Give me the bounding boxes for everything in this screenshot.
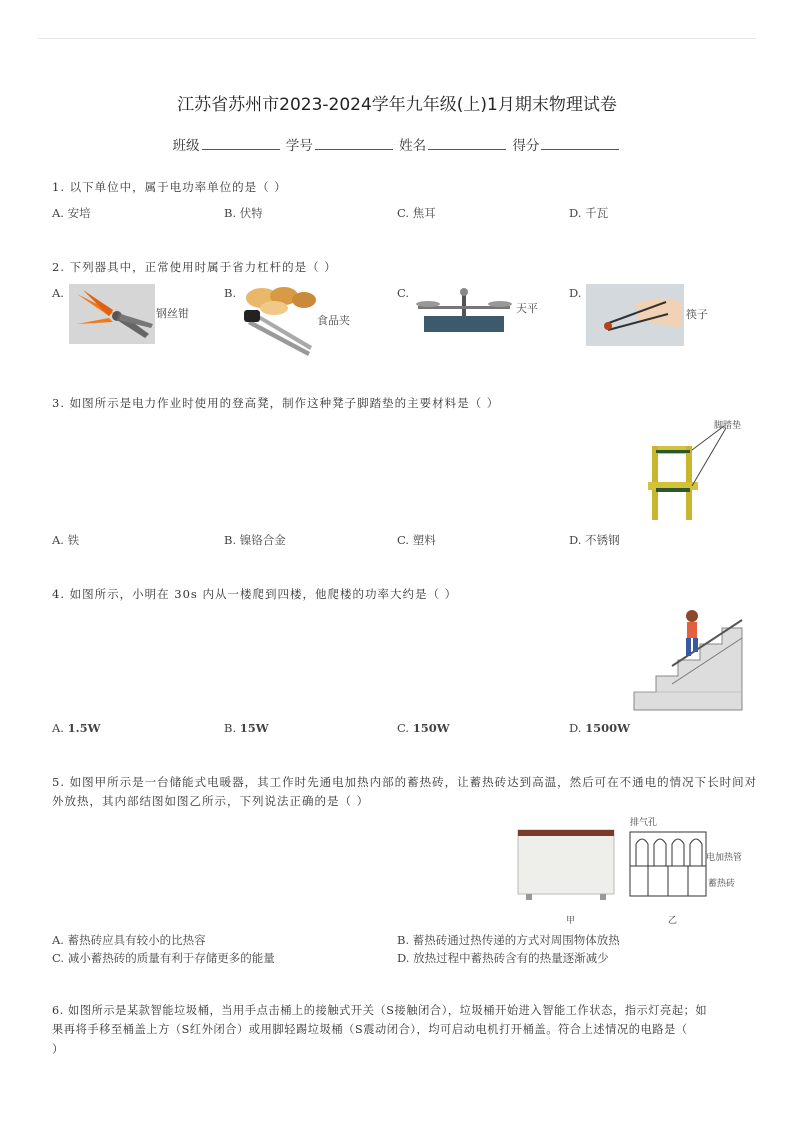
q4-option-b[interactable] [224, 721, 269, 735]
q5-stem-line1: 5. 如图甲所示是一台储能式电暖器，其工作时先通电加热内部的蓄热砖，让蓄热砖达到高温，然后可在不通电的情况下长时间对 [52, 775, 758, 789]
q6-stem-line1: 6. 如图所示是某款智能垃圾桶，当用手点击桶上的接触式开关（S接触闭合），垃圾桶开始进入智能工作状态，指示灯亮起；如 [52, 1004, 708, 1017]
q3-option-a[interactable]: A. 铁 [52, 533, 80, 547]
name-blank[interactable] [428, 135, 506, 150]
score-blank[interactable] [541, 135, 619, 150]
heater-image [516, 826, 616, 902]
q2-caption-c: 天平 [516, 302, 538, 315]
q5-option-b[interactable]: B. 蓄热砖通过热传递的方式对周围物体放热 [397, 933, 620, 947]
q1-option-d[interactable]: D. 千瓦 [569, 206, 609, 220]
student-info-line [0, 134, 794, 154]
q1-stem: 1. 以下单位中，属于电功率单位的是（ ） [52, 180, 287, 194]
exam-title: 江苏省苏州市2023-2024学年九年级(上)1月期末物理试卷 [177, 95, 617, 115]
q4-option-a-letter: A. [52, 721, 64, 735]
q5-stem-line2: 外放热，其内部结图如图乙所示，下列说法正确的是（ ） [52, 794, 370, 808]
q3-figure-label: 脚踏垫 [714, 421, 742, 431]
q4-option-d-letter: D. [569, 721, 582, 735]
class-label: 班级 [172, 138, 200, 154]
q6-stem-line2: 果再将手移至桶盖上方（S红外闭合）或用脚轻踢垃圾桶（S震动闭合），均可启动电机打开桶盖。符合上述情况的电路是（ [52, 1023, 688, 1036]
q4-stem: 4. 如图所示，小明在 30s 内从一楼爬到四楼，他爬楼的功率大约是（ ） [52, 587, 458, 601]
pliers-image [69, 284, 155, 344]
q5-option-c[interactable]: C. 减小蓄热砖的质量有利于存储更多的能量 [52, 951, 275, 965]
q2-option-d[interactable]: D. [569, 286, 582, 300]
id-label: 学号 [285, 138, 313, 154]
figure-yi-label: 乙 [668, 916, 678, 926]
q3-option-d[interactable]: D. 不锈钢 [569, 533, 620, 547]
q1-option-c[interactable]: C. 焦耳 [397, 206, 436, 220]
step-stool-image [642, 416, 746, 522]
q1-option-b[interactable]: B. 伏特 [224, 206, 263, 220]
q4-option-a-value: 1.5W [67, 721, 101, 735]
q2-caption-a: 钢丝钳 [156, 307, 189, 320]
q6-stem-line3: ） [52, 1042, 65, 1056]
q3-option-c[interactable]: C. 塑料 [397, 533, 436, 547]
name-label: 姓名 [399, 138, 427, 154]
figure-jia-label: 甲 [566, 916, 576, 926]
class-blank[interactable] [202, 135, 280, 150]
heater-internal-diagram [628, 826, 708, 898]
q3-option-b[interactable]: B. 镍铬合金 [224, 533, 286, 547]
q2-caption-b: 食品夹 [317, 314, 350, 327]
q1-option-a[interactable]: A. 安培 [52, 206, 91, 220]
q4-option-b-letter: B. [224, 721, 237, 735]
q4-option-a[interactable] [52, 721, 101, 735]
q2-caption-d: 筷子 [686, 308, 708, 321]
q5-option-a[interactable]: A. 蓄热砖应具有较小的比热容 [52, 933, 206, 947]
q2-stem: 2. 下列器具中，正常使用时属于省力杠杆的是（ ） [52, 260, 337, 274]
q4-option-c-value: 150W [412, 721, 450, 735]
q2-option-a[interactable]: A. [52, 286, 64, 300]
balance-scale-image [414, 286, 514, 336]
id-blank[interactable] [315, 135, 393, 150]
q2-option-b[interactable]: B. [224, 286, 237, 300]
header-divider [38, 38, 756, 39]
q2-option-c[interactable]: C. [397, 286, 410, 300]
heat-brick-label: 蓄热砖 [708, 879, 736, 889]
q4-option-d-value: 1500W [585, 721, 631, 735]
q4-option-c[interactable] [397, 721, 450, 735]
q5-option-d[interactable]: D. 放热过程中蓄热砖含有的热量逐渐减少 [397, 951, 609, 965]
vent-label: 排气孔 [630, 818, 658, 828]
q4-option-d[interactable] [569, 721, 630, 735]
stairs-climbing-image [632, 606, 744, 712]
q4-option-b-value: 15W [239, 721, 269, 735]
chopsticks-image [586, 284, 684, 346]
score-label: 得分 [512, 138, 540, 154]
food-tongs-image [240, 284, 318, 356]
q3-stem: 3. 如图所示是电力作业时使用的登高凳，制作这种凳子脚踏垫的主要材料是（ ） [52, 396, 500, 410]
q4-option-c-letter: C. [397, 721, 410, 735]
heating-tube-label: 电加热管 [706, 853, 743, 863]
